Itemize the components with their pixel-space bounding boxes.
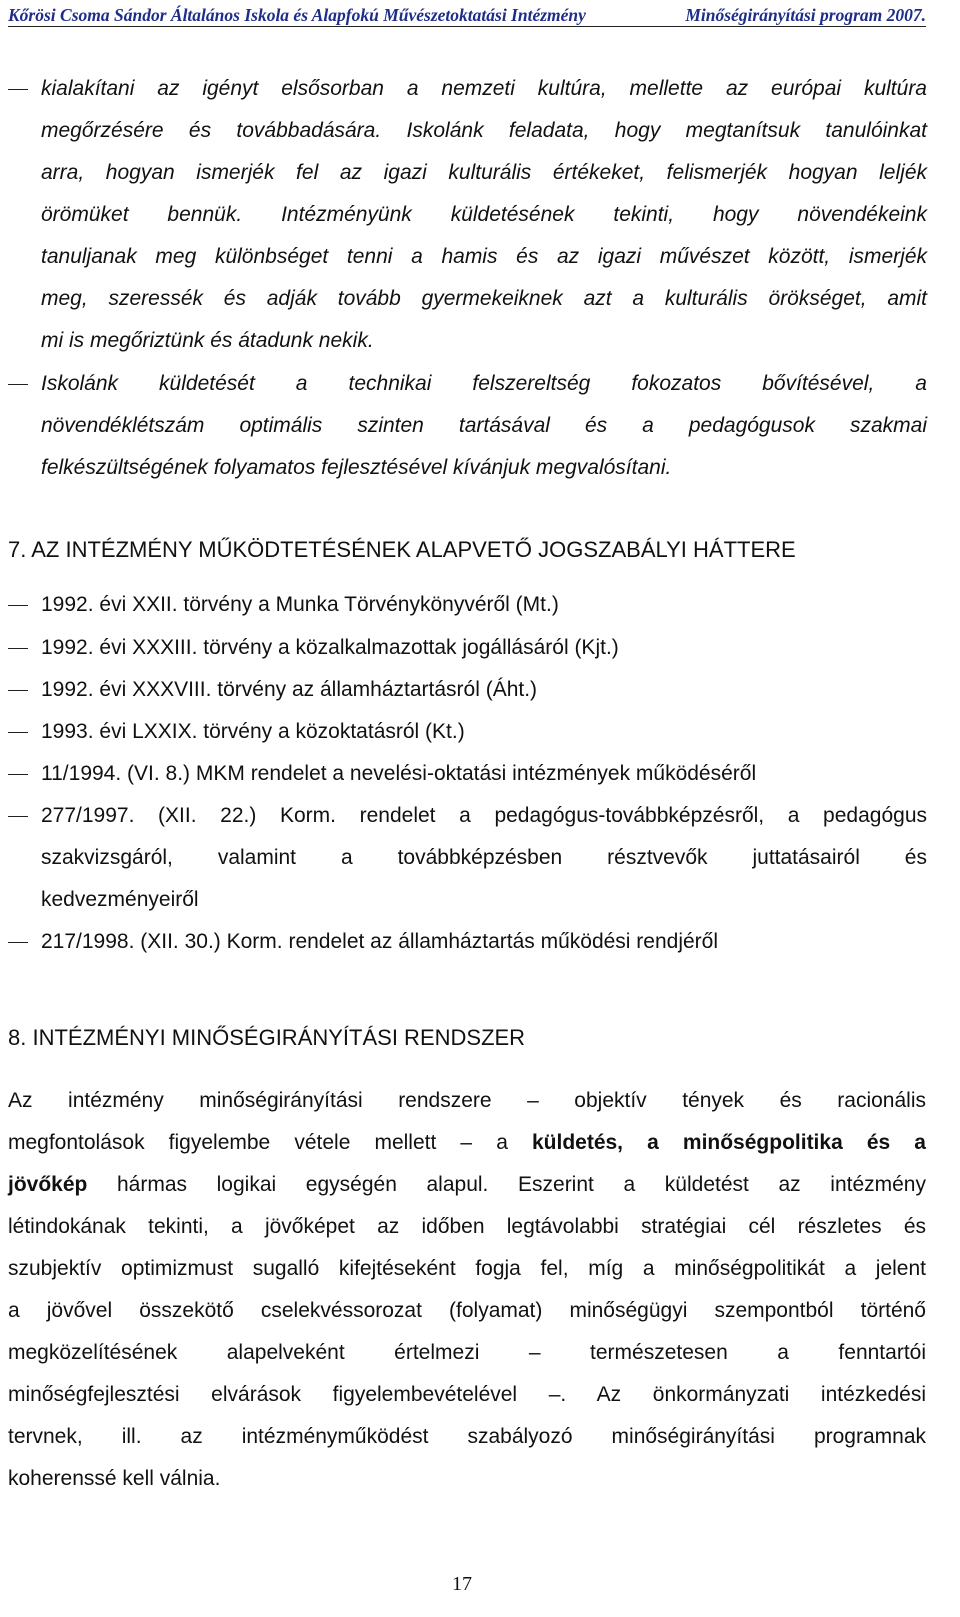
law-item: 277/1997. (XII. 22.) Korm. rendelet a pedagógus-továbbképzésről, a pedagógus xyxy=(41,804,927,827)
law-item: 1992. évi XXXIII. törvény a közalkalmazottak jogállásáról (Kjt.) xyxy=(41,636,619,659)
paragraph-line: szubjektív optimizmust sugalló kifejtéseként fogja fel, míg a minőségpolitikát a jelent xyxy=(8,1257,926,1280)
bullet-dash xyxy=(8,384,28,385)
paragraph-line: koherenssé kell válnia. xyxy=(8,1467,221,1490)
intro-line: tanuljanak meg különbséget tenni a hamis és az igazi művészet között, ismerjék xyxy=(41,245,927,268)
bullet-dash xyxy=(8,89,28,90)
bold-key-term: jövőkép xyxy=(8,1173,88,1196)
paragraph-text: hármas logikai egységén alapul. Eszerint a küldetést az intézmény xyxy=(87,1173,926,1196)
paragraph-text: megfontolások figyelembe vétele mellett – a xyxy=(8,1131,532,1154)
section8-title: 8. INTÉZMÉNYI MINŐSÉGIRÁNYÍTÁSI RENDSZER xyxy=(8,1025,526,1050)
bullet-dash xyxy=(8,690,28,691)
paragraph-line xyxy=(8,1172,926,1198)
intro-line: meg, szeressék és adják tovább gyermekeiknek azt a kulturális örökséget, amit xyxy=(41,287,927,310)
paragraph-line xyxy=(8,1130,926,1156)
bold-key-terms: küldetés, a minőségpolitika és a xyxy=(531,1131,926,1154)
paragraph-line: minőségfejlesztési elvárások figyelembevételével –. Az önkormányzati intézkedési xyxy=(8,1383,926,1406)
paragraph-line: a jövővel összekötő cselekvéssorozat (folyamat) minőségügyi szempontból történő xyxy=(8,1299,926,1322)
bullet-dash xyxy=(8,774,28,775)
bullet-dash xyxy=(8,942,28,943)
intro-line: Iskolánk küldetését a technikai felszereltség fokozatos bővítésével, a xyxy=(41,372,927,395)
paragraph-line: tervnek, ill. az intézményműködést szabályozó minőségirányítási programnak xyxy=(8,1425,926,1448)
bullet-dash xyxy=(8,732,28,733)
intro-line: kialakítani az igényt elsősorban a nemzeti kultúra, mellette az európai kultúra xyxy=(41,77,927,100)
paragraph-line: létindokának tekinti, a jövőképet az időben legtávolabbi stratégiai cél részletes és xyxy=(8,1215,926,1238)
law-item: 11/1994. (VI. 8.) MKM rendelet a nevelési-oktatási intézmények működéséről xyxy=(41,762,757,785)
intro-line: arra, hogyan ismerjék fel az igazi kulturális értékeket, felismerjék hogyan leljék xyxy=(41,161,927,184)
page-header xyxy=(8,2,926,27)
bullet-dash xyxy=(8,648,28,649)
page-number: 17 xyxy=(452,1573,472,1595)
bullet-dash xyxy=(8,605,28,606)
intro-line: felkészültségének folyamatos fejlesztésével kívánjuk megvalósítani. xyxy=(41,456,672,479)
intro-line: örömüket bennük. Intézményünk küldetésének tekinti, hogy növendékeink xyxy=(41,203,927,226)
section7-title: 7. AZ INTÉZMÉNY MŰKÖDTETÉSÉNEK ALAPVETŐ JOGSZABÁLYI HÁTTERE xyxy=(8,537,796,562)
intro-line: megőrzésére és továbbadására. Iskolánk feladata, hogy megtanítsuk tanulóinkat xyxy=(41,119,927,142)
bullet-dash xyxy=(8,816,28,817)
header-program-title: Minőségirányítási program 2007. xyxy=(685,5,926,25)
law-item: 217/1998. (XII. 30.) Korm. rendelet az államháztartás működési rendjéről xyxy=(41,930,719,953)
law-item: 1993. évi LXXIX. törvény a közoktatásról (Kt.) xyxy=(41,720,465,743)
paragraph-line: Az intézmény minőségirányítási rendszere – objektív tények és racionális xyxy=(8,1089,926,1112)
law-item: 1992. évi XXXVIII. törvény az államháztartásról (Áht.) xyxy=(41,678,538,701)
law-item: szakvizsgáról, valamint a továbbképzésben résztvevők juttatásairól és xyxy=(41,846,927,869)
law-item: kedvezményeiről xyxy=(41,888,199,911)
intro-line: mi is megőriztünk és átadunk nekik. xyxy=(41,329,374,352)
intro-line: növendéklétszám optimális szinten tartásával és a pedagógusok szakmai xyxy=(41,414,927,437)
paragraph-line: megközelítésének alapelveként értelmezi – természetesen a fenntartói xyxy=(8,1341,926,1364)
header-school-name: Kőrösi Csoma Sándor Általános Iskola és Alapfokú Művészetoktatási Intézmény xyxy=(8,5,586,25)
law-item: 1992. évi XXII. törvény a Munka Törvénykönyvéről (Mt.) xyxy=(41,593,559,616)
